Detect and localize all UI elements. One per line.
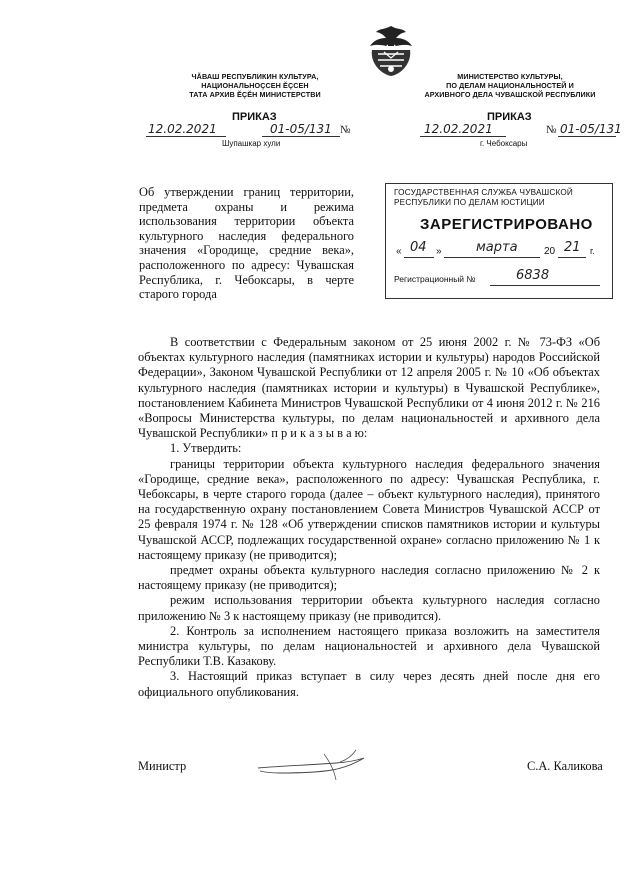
stamp-year-line	[558, 257, 586, 258]
registration-stamp	[385, 183, 613, 299]
left-number-underline	[262, 136, 340, 137]
stamp-year-prefix: 20	[544, 246, 556, 257]
stamp-day-line	[404, 257, 434, 258]
document-title: Об утверждении границ территории, предмета охраны и режима использования территории объекта культурного наследия федерального значения «Городище, средние века», расположенного по адресу: Чувашская Республика, г. Чебоксары, в черте старого города	[139, 185, 354, 302]
stamp-year-suffix: 21	[564, 240, 581, 255]
stamp-month: марта	[476, 240, 518, 255]
left-number-sign: №	[340, 124, 351, 136]
left-order-date: 12.02.2021	[148, 122, 217, 136]
left-city: Шупашкар хули	[222, 139, 281, 148]
left-header-line3: ТАТА АРХИВ ĔÇĔН МИНИСТЕРСТВИ	[189, 90, 321, 99]
body-paragraph-5: режим использования территории объекта культурного наследия согласно приложению № 3 к настоящему приказу (не приводится).	[138, 593, 600, 623]
body-paragraph-4: предмет охраны объекта культурного наследия согласно приложению № 2 к настоящему приказу (не приводится);	[138, 563, 600, 593]
document-body	[138, 335, 600, 700]
right-order-date: 12.02.2021	[424, 122, 493, 136]
stamp-month-line	[444, 257, 540, 258]
left-order-word: ПРИКАЗ	[232, 111, 277, 123]
stamp-open-quote: «	[396, 246, 402, 257]
signature-name: С.А. Каликова	[527, 759, 603, 773]
stamp-reg-number: 6838	[516, 268, 550, 283]
stamp-day: 04	[410, 240, 427, 255]
left-header	[160, 72, 350, 99]
body-paragraph-7: 3. Настоящий приказ вступает в силу через десять дней после дня его официального опубликования.	[138, 669, 600, 699]
right-date-underline	[420, 136, 506, 137]
left-order-number: 01-05/131	[270, 122, 332, 136]
right-header	[410, 72, 610, 99]
right-number-sign: №	[546, 124, 557, 136]
handwritten-signature	[240, 736, 380, 786]
right-number-underline	[558, 136, 616, 137]
stamp-line2: РЕСПУБЛИКИ ПО ДЕЛАМ ЮСТИЦИИ	[394, 198, 545, 207]
body-paragraph-3: границы территории объекта культурного наследия федерального значения «Городище, средние века», расположенного по адресу: Чувашская Республика, г. Чебоксары, в черте старого города (далее – объект культурного наследия), принятого на государственную охрану постановлением Совета Министров Чувашской АССР от 25 февраля 1974 г. № 128 «Об утверждении списков памятников истории и культуры Чувашской АССР, подлежащих государственной охране» согласно приложению № 1 к настоящему приказу (не приводится);	[138, 456, 600, 562]
right-header-line1: МИНИСТЕРСТВО КУЛЬТУРЫ,	[457, 72, 563, 81]
left-header-line2: НАЦИОНАЛЬНОÇСЕН ĔÇСЕН	[201, 81, 309, 90]
right-city: г. Чебоксары	[480, 139, 528, 148]
stamp-reg-line	[490, 285, 600, 286]
stamp-registered: ЗАРЕГИСТРИРОВАНО	[420, 216, 593, 233]
stamp-reg-label: Регистрационный №	[394, 274, 476, 284]
right-header-line3: АРХИВНОГО ДЕЛА ЧУВАШСКОЙ РЕСПУБЛИКИ	[424, 90, 596, 99]
body-paragraph-6: 2. Контроль за исполнением настоящего приказа возложить на заместителя министра культуры, по делам национальностей и архивного дела Чувашской Республики Т.В. Казакову.	[138, 623, 600, 669]
left-header-line1: ЧĂВАШ РЕСПУБЛИКИН КУЛЬТУРА,	[191, 72, 319, 81]
signature-position: Министр	[138, 759, 187, 773]
body-paragraph-2: 1. Утвердить:	[170, 441, 242, 456]
coat-of-arms-emblem	[362, 24, 420, 78]
right-order-word: ПРИКАЗ	[487, 111, 532, 123]
right-order-number: 01-05/131	[560, 122, 622, 136]
right-header-line2: ПО ДЕЛАМ НАЦИОНАЛЬНОСТЕЙ И	[446, 81, 574, 90]
left-date-underline	[146, 136, 226, 137]
stamp-year-g: г.	[590, 246, 595, 256]
body-paragraph-1: В соответствии с Федеральным законом от 25 июня 2002 г. № 73-ФЗ «Об объектах культурного наследия (памятниках истории и культуры) народов Российской Федерации», Законом Чувашской Республики от 12 апреля 2005 г. № 10 «Об объектах культурного наследия (памятниках истории и культуры) в Чувашской Республике», постановлением Кабинета Министров Чувашской Республики от 4 июня 2012 г. № 216 «Вопросы Министерства культуры, по делам национальностей и архивного дела Чувашской Республики» п р и к а з ы в а ю:	[138, 335, 600, 441]
stamp-close-quote: »	[436, 246, 442, 257]
stamp-line1: ГОСУДАРСТВЕННАЯ СЛУЖБА ЧУВАШСКОЙ	[394, 188, 573, 197]
